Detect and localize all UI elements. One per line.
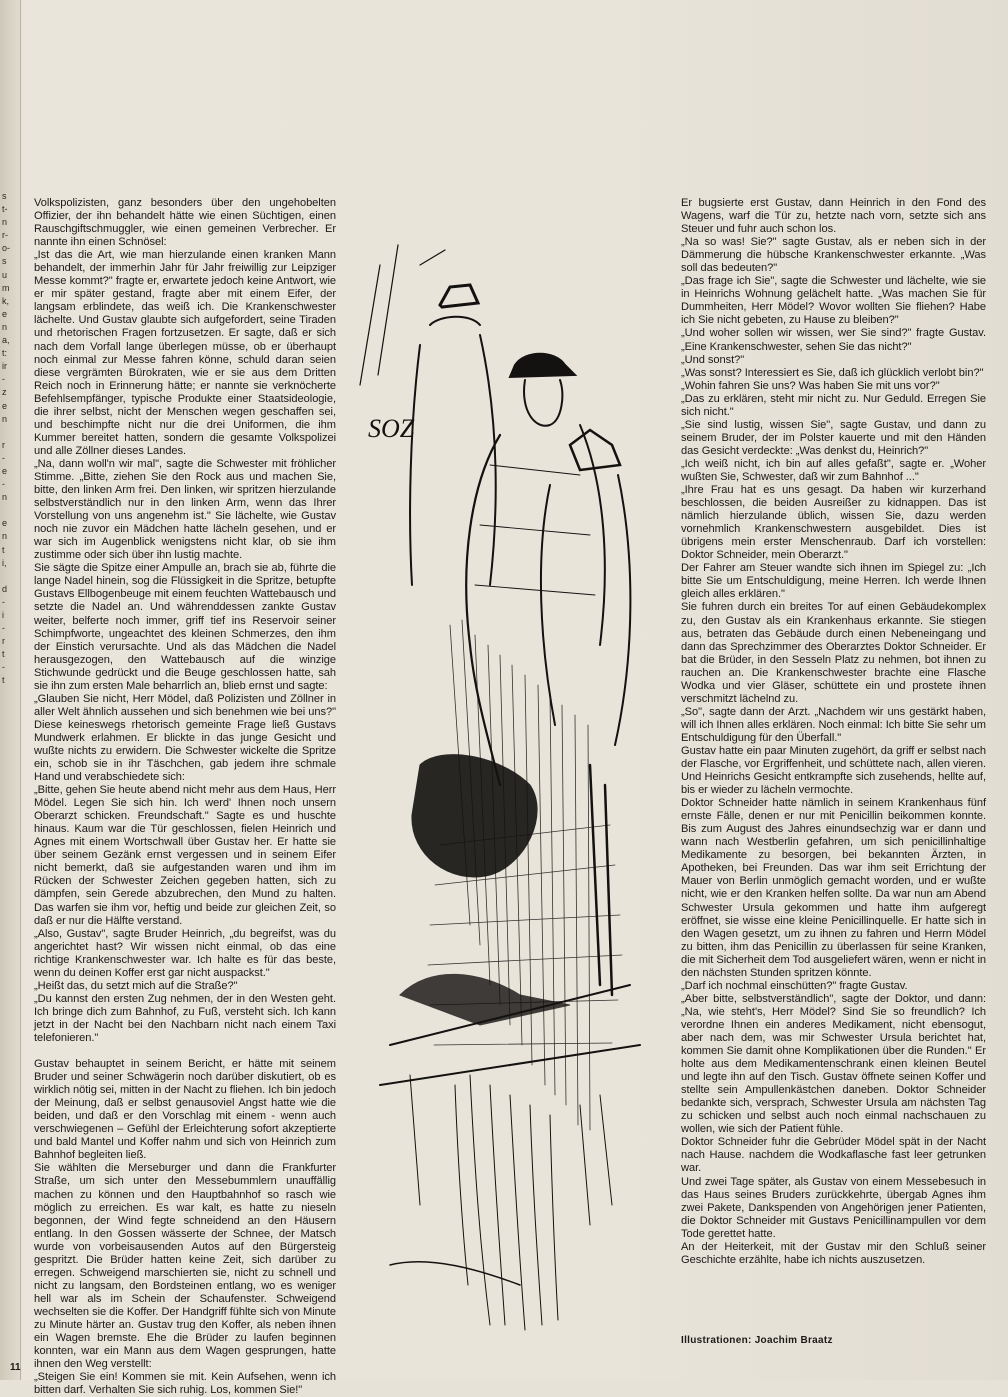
paragraph: „Na, dann woll'n wir mal", sagte die Schwester mit fröhlicher Stimme. „Bitte, ziehen Sie den Rock aus und machen Sie, bitte, den linken Arm frei. Den linken, wir spritzen hierzulande selbstverständlich nur in den linken Arm, wenn das Ihrer Vorstellung von uns angenehm ist." Sie lächelte, wie Gustav noch nie zuvor ein Mädchen hatte lächeln gesehen, und er war sich im Augenblick wenigstens nicht klar, ob sie ihm zustimme oder sich über ihn lustig machte.: [34, 457, 336, 562]
fragment-line: n: [2, 492, 8, 503]
fragment-line: m: [2, 282, 10, 293]
fragment-line: e: [2, 400, 8, 411]
fragment-line: u: [2, 269, 8, 280]
fragment-line: e: [2, 518, 8, 529]
fragment-line: n: [2, 531, 8, 542]
fragment-line: t:: [2, 348, 8, 359]
vertical-strokes: [410, 1075, 612, 1330]
fragment-line: k,: [2, 295, 10, 306]
paragraph: Gustav behauptet in seinem Bericht, er hätte mit seinem Bruder und seiner Schwägerin noch darüber diskutiert, ob es wirklich nötig sei, mitten in der Nacht zu fliehen. Ich bin jedoch der Meinung, daß er selbst genausoviel Angst hatte wie die beiden, und daß er den Vorschlag mit einem - wenn auch verschwiegenen – Gefühl der Erleichterung sofort akzeptierte und bald Mantel und Koffer nahm und sich von Heinrich zum Bahnhof begleiten ließ.: [34, 1058, 336, 1162]
fragment-line: r-: [2, 230, 8, 241]
paragraph: Sie fuhren durch ein breites Tor auf einen Gebäudekomplex zu, den Gustav als ein Krankenhaus erkannte. Sie stiegen aus, betraten das Gebäude durch einen Nebeneingang und dann das Sprechzimmer des Oberarztes Doktor Schneider. Er bat die Brüder, in den Sesseln Platz zu nehmen, bot ihnen zu rauchen an. Die Krankenschwester brachte eine Flasche Wodka und vier Gläser, schüttete ein und prostete ihnen verschmitzt lächelnd zu.: [681, 601, 986, 705]
paragraph: „Das zu erklären, steht mir nicht zu. Nur Geduld. Erregen Sie sich nicht.": [681, 392, 986, 418]
fragment-line: -: [2, 596, 5, 607]
fragment-line: d: [2, 583, 8, 594]
fragment-line: z: [2, 387, 7, 398]
fragment-line: -: [2, 623, 5, 634]
text-column-right: [681, 197, 986, 1267]
fragment-line: a,: [2, 335, 10, 346]
paragraph: „Was sonst? Interessiert es Sie, daß ich glücklich verlobt bin?": [681, 366, 984, 379]
paragraph: „Glauben Sie nicht, Herr Mödel, daß Polizisten und Zöllner in aller Welt ähnlich aussehen und sich benehmen wie bei uns?" Diese keineswegs rhetorisch gemeinte Frage ließ Gustavs Mundwerk erlahmen. Er blickte in das junge Gesicht und wußte nichts zu erwidern. Die Schwester wickelte die Spritze ein, schob sie in ihr Täschchen, gab jedem ihre schmale Hand und verabschiedete sich:: [34, 692, 336, 784]
fragment-line: e: [2, 465, 8, 476]
fragment-line: -: [2, 662, 5, 673]
fragment-line: -: [2, 452, 5, 463]
fragment-line: r: [2, 439, 5, 450]
previous-page-fragments: [2, 190, 14, 688]
fragment-line: o-: [2, 243, 11, 254]
figure-center-face: [524, 380, 562, 426]
fragment-line: r: [2, 636, 5, 647]
previous-page-edge: [0, 0, 21, 1380]
fragment-line: n: [2, 321, 8, 332]
paragraph: „Du kannst den ersten Zug nehmen, der in den Westen geht. Ich bringe dich zum Bahnhof, zu Fuß, versteht sich. Ich kann jetzt in der Nacht bei den Nachbarn nicht nach einem Taxi telefonieren.": [34, 992, 336, 1044]
fragment-line: [2, 504, 14, 517]
fragment-line: t: [2, 544, 5, 555]
paragraph: Gustav hatte ein paar Minuten zugehört, da griff er selbst nach der Flasche, vor Ergriffenheit, und schüttete nach, allen vieren. Und Heinrichs Gesicht entkrampfte sich zusehends, hellte auf, bis er wieder zu lächeln vermochte.: [681, 744, 986, 797]
paragraph: „Und woher sollen wir wissen, wer Sie sind?" fragte Gustav. „Eine Krankenschwester, sehen Sie das nicht?": [681, 327, 986, 353]
fragment-line: s: [2, 191, 7, 201]
fragment-line: t: [2, 675, 5, 686]
paragraph: „Sie sind lustig, wissen Sie", sagte Gustav, und dann zu seinem Bruder, der im Polster kauerte und mit den Händen das Gesicht verdeckte: „Was denkst du, Heinrich?": [681, 418, 986, 457]
fragment-line: [2, 570, 14, 583]
paragraph: „So", sagte dann der Arzt. „Nachdem wir uns gestärkt haben, will ich Ihnen alles erklären. Noch einmal: Ich bitte Sie sehr um Entschuldigung für den Überfall.": [681, 705, 986, 744]
illustration-label: SOZ: [368, 414, 415, 443]
fragment-line: t-: [2, 204, 8, 215]
fragment-line: ir: [2, 361, 7, 372]
fragment-line: -: [2, 374, 5, 385]
dark-mass: [412, 755, 537, 877]
fragment-line: i: [2, 610, 4, 620]
ink-sketch-illustration: [350, 225, 660, 1345]
paragraph: „Bitte, gehen Sie heute abend nicht mehr aus dem Haus, Herr Mödel. Legen Sie sich hin. Ich werd' Ihnen noch unsern Oberarzt schicken. Freundschaft." Sagte es und huschte hinaus. Kaum war die Tür geschlossen, fielen Heinrich und Agnes mit einem Wortschwall über Gustav her. Er hatte sie über seinem Gezänk ernst vergessen und in seinem Eifer nicht bemerkt, daß sie aufgestanden waren und ihm im Rücken der Schwester Zeichen gegeben hatten, sich zu dämpfen, sein Gerede abzubrechen, den Mund zu halten. Das warfen sie ihm vor, heftig und beide zur gleichen Zeit, so daß er nur die Hälfte verstand.: [34, 784, 336, 927]
fragment-line: s: [2, 256, 7, 267]
paragraph: „Wohin fahren Sie uns? Was haben Sie mit uns vor?": [681, 379, 940, 392]
fragment-line: [2, 426, 14, 439]
paragraph: „Na so was! Sie?" sagte Gustav, als er neben sich in der Dämmerung die hübsche Krankenschwester erkannte. „Was soll das bedeuten?": [681, 236, 986, 275]
figure-center-hat: [510, 354, 575, 377]
paragraph: „Heißt das, du setzt mich auf die Straße?": [34, 979, 238, 992]
paragraph: „Aber bitte, selbstverständlich", sagte der Doktor, und dann: „Na, wie steht's, Herr Mödel? Sind Sie so freundlich? Ich verordne Ihnen ein anderes Medikament, nicht ebensogut, aber nach dem, was mir Schwester Ursula berichtet hat, kommen Sie damit ohne Komplikationen über die Runden." Er holte aus dem Medikamentenschrank einen kleinen Beutel und legte ihn auf den Tisch. Gustav öffnete seinen Koffer und stellte sein Ampullenkästchen daneben. Doktor Schneider bedankte sich, versprach, Schwester Ursula am nächsten Tag zu schicken und selbst auch noch einmal nachschauen zu wollen, wie sich der Patient fühle.: [681, 992, 986, 1136]
fragment-line: e: [2, 308, 8, 319]
paragraph: „Und sonst?": [681, 353, 745, 366]
paragraph: Doktor Schneider fuhr die Gebrüder Mödel spät in der Nacht nach Hause. nachdem die Wodkaflasche fast leer getrunken war.: [681, 1136, 986, 1175]
paragraph: „Ihre Frau hat es uns gesagt. Da haben wir kurzerhand beschlossen, die beiden Ausreißer zu kidnappen. Das ist nämlich hierzulande üblich, wissen Sie, dazu werden vornehmlich Krankenschwestern ausgebildet. Dies ist übrigens mein erster Menschenraub. Darf ich vorstellen: Doktor Schneider, mein Oberarzt.": [681, 484, 986, 562]
fragment-line: n: [2, 413, 8, 424]
paragraph: „Ich weiß nicht, ich bin auf alles gefaßt", sagte er. „Woher wußten Sie, Schwester, daß wir zum Bahnhof ...": [681, 457, 986, 483]
fragment-line: -: [2, 479, 5, 490]
paragraph: Er bugsierte erst Gustav, dann Heinrich in den Fond des Wagens, warf die Tür zu, hetzte nach vorn, setzte sich ans Steuer und fuhr auch schon los.: [681, 197, 986, 236]
paragraph: Doktor Schneider hatte nämlich in seinem Krankenhaus fünf ernste Fälle, denen er nur mit Penicillin beikommen konnte. Bis zum August des Jahres einundsechzig war er dann und wann nach Westberlin gefahren, um sich penicillinhaltige Medikamente zu besorgen, bei bekannten Ärzten, in Apotheken, bei Freunden. Das war ihm seit Errichtung der Mauer von Berlin unmöglich gemacht worden, und er wußte nicht, wie er den Kranken helfen sollte. Da war nun am Abend Schwester Ursula gekommen und hatte ihm aufgeregt eröffnet, sie wisse eine kleine Penicillinquelle. Er hatte sich in den Wagen gesetzt, um zu ihnen zu fahren und Herrn Mödel zu bitten, ihm das Penicillin zu überlassen für seine Kranken, die mit Sicherheit dem Tod ausgeliefert wären, wenn er nicht in den nächsten Stunden spritzen könnte.: [681, 797, 986, 979]
paragraph: Volkspolizisten, ganz besonders über den ungehobelten Offizier, der ihn behandelt hätte wie einen Süchtigen, einen Rauschgiftschmuggler, wie einen gemeinen Verbrecher. Er nannte ihn einen Schnösel:: [34, 197, 336, 249]
paragraph: Der Fahrer am Steuer wandte sich ihnen im Spiegel zu: „Ich bitte Sie um Entschuldigung, meine Herren. Ich werde Ihnen gleich alles erklären.": [681, 562, 986, 601]
paragraph: Und zwei Tage später, als Gustav von einem Messebesuch in das Haus seines Bruders zurückkehrte, übergab Agnes ihm zwei Pakete, Dankspenden von Angehörigen jener Patienten, die Doktor Schneider mit Gustavs Penicillinampullen vor dem Tode gerettet hatte.: [681, 1175, 986, 1240]
paragraph: „Also, Gustav", sagte Bruder Heinrich, „du begreifst, was du angerichtet hast? Wir wissen nicht einmal, ob das eine richtige Krankenschwester war. Ich halte es für das beste, wenn du deinen Koffer erst gar nicht auspackst.": [34, 927, 336, 979]
fragment-line: i,: [2, 557, 7, 568]
illustration: [350, 225, 660, 1345]
figure-right-hat: [570, 430, 620, 470]
page-number: 11: [10, 1362, 21, 1373]
text-column-left: [34, 197, 336, 1397]
fragment-line: t: [2, 649, 5, 660]
figure-left-body: [410, 317, 496, 585]
paragraph: „Steigen Sie ein! Kommen sie mit. Kein Aufsehen, wenn ich bitten darf. Verhalten Sie sich ruhig. Los, kommen Sie!": [34, 1371, 336, 1397]
figure-left-hat: [440, 285, 478, 307]
paragraph: „Das frage ich Sie", sagte die Schwester und lächelte, wie sie in Heinrichs Wohnung gelächelt hatte. „Was machen Sie für Dummheiten, Herr Mödel? Wovor wollten Sie fliehen? Habe ich Sie nicht gebeten, zu Hause zu bleiben?": [681, 275, 986, 327]
paragraph: „Darf ich nochmal einschütten?" fragte Gustav.: [681, 979, 908, 992]
paragraph: Sie sägte die Spitze einer Ampulle an, brach sie ab, führte die lange Nadel hinein, sog die Flüssigkeit in die Spritze, betupfte Gustavs Ellbogenbeuge mit einem feuchten Wattebausch und setzte die Nadel an. Und währenddessen zankte Gustav weiter, belferte noch immer, griff tief ins Reservoir seiner Schimpfworte, ungeachtet des kleinen Schmerzes, den ihm der Einstich verursachte. Und als das Mädchen die Nadel herausgezogen, den Wattebausch auf die winzige Stichwunde gedrückt und die Beuge geschlossen hatte, sah sie ihn zum ersten Male beharrlich an, blieb ernst und sagte:: [34, 562, 336, 692]
paragraph: Sie wählten die Merseburger und dann die Frankfurter Straße, um sich unter den Messebummlern unauffällig machen zu können und den Hauptbahnhof so rasch wie möglich zu erreichen. Es war kalt, es hatte zu nieseln begonnen, der Wind fegte schneidend an den Häusern entlang. In den Gossen wässerte der Schnee, der Matsch wurde von vorbeisausenden Autos auf den Bürgersteig gespritzt. Die Brüder hatten keine Zeit, sich darüber zu erregen. Schweigend marschierten sie, nicht zu schnell und nicht zu langsam, den Bordsteinen entlang, wo es weniger hell war als im Schein der Schaufenster. Schweigend wechselten sie die Koffer. Der Handgriff fühlte sich von Minute zu Minute härter an. Gustav trug den Koffer, als neben ihnen ein Wagen bremste. Ehe die Brüder zu laufen beginnen konnten, war ein Mann aus dem Wagen gesprungen, hatte ihnen den Weg verstellt:: [34, 1162, 336, 1371]
illustration-credit: Illustrationen: Joachim Braatz: [681, 1335, 833, 1346]
paragraph: „Ist das die Art, wie man hierzulande einen kranken Mann behandelt, der immerhin Jahr für Jahr freiwillig zur Leipziger Messe kommt?" fragte er, erwartete jedoch keine Antwort, wie er mir später gestand, fragte aber mit einem Eifer, der langsam erblindete, das weiß ich. Die Krankenschwester lächelte. Und Gustav glaubte sich aufgefordert, seine Tiraden und rhetorischen Fragen fortzusetzen. Er sagte, daß er sich nach dem Vorfall lange überlegen müsse, ob er überhaupt noch einmal zur Messe fahren könne, schuld daran seien diese vergrämten Bürokraten, wie er sie aus dem Dritten Reich noch in Erinnerung hätte; er nannte sie verknöcherte Befehlsempfänger, typische Produkte einer Staatsideologie, die ihrer selbst, nicht der Menschen wegen geschaffen sei, und beschimpfte nicht nur die drei Uniformen, die ihm Kummer bereitet hatten, sondern die gesamte Volkspolizei und alle Zöllner dieses Landes.: [34, 249, 336, 457]
fragment-line: n: [2, 217, 8, 228]
paragraph-gap: [34, 1045, 336, 1058]
paragraph: An der Heiterkeit, mit der Gustav mir den Schluß seiner Geschichte erzählte, habe ich nichts auszusetzen.: [681, 1240, 986, 1266]
